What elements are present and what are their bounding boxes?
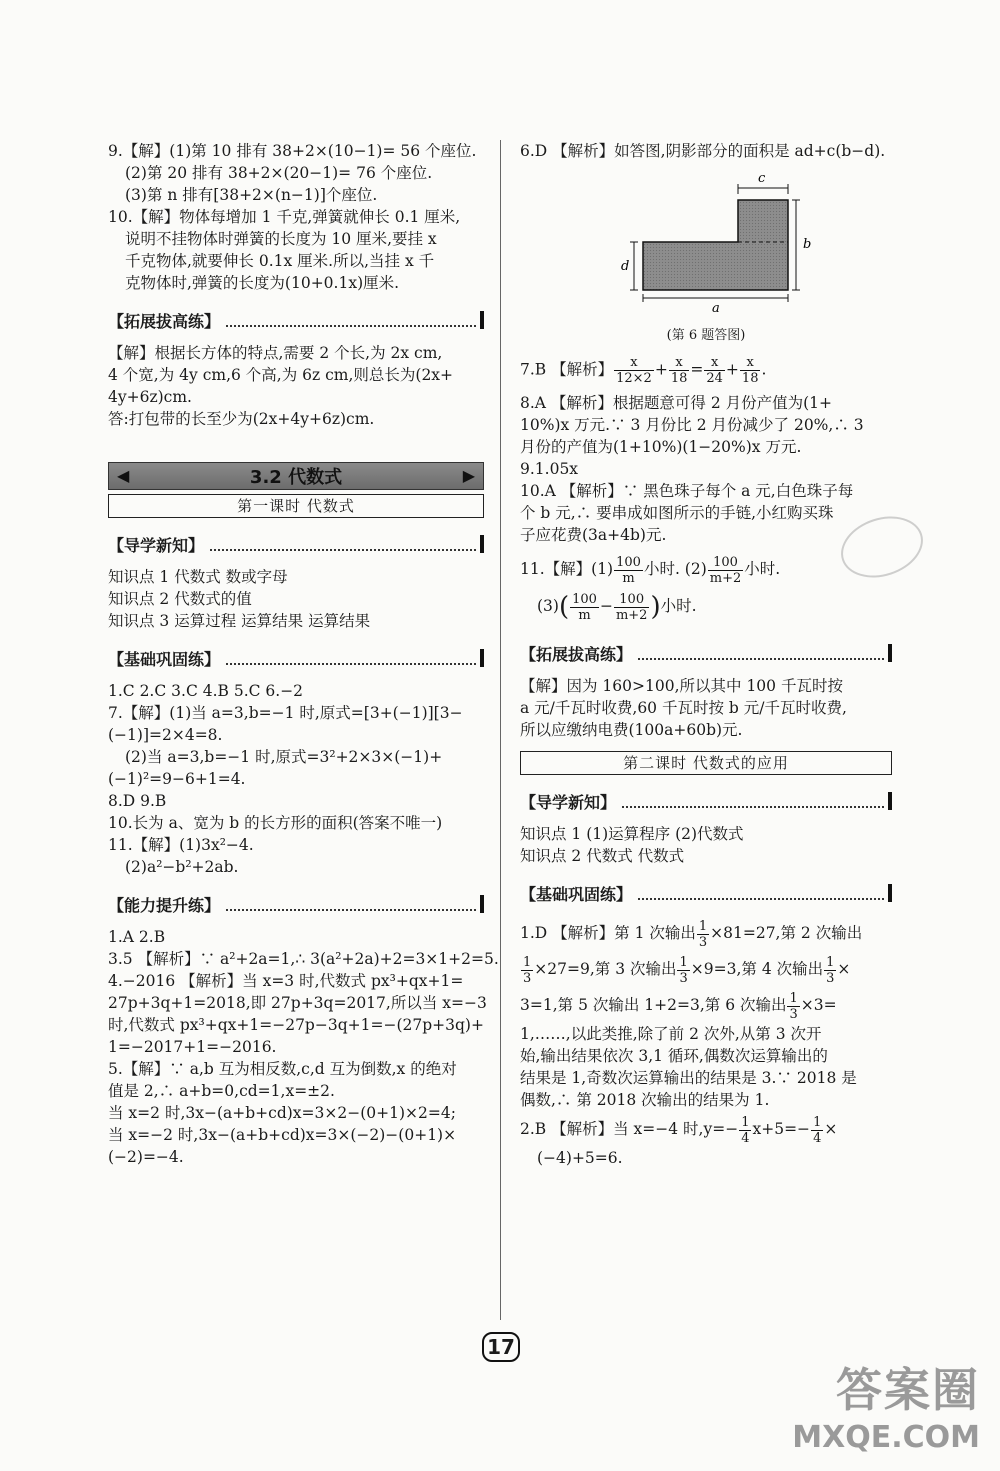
fraction: $\frac{1}{3}$: [523, 954, 532, 986]
fraction: $\frac{1}{3}$: [698, 918, 708, 950]
nengli-line: 当 x=−2 时,3x−(a+b+cd)x=3×(−2)−(0+1)×: [108, 1126, 457, 1144]
j1-line: 1,……,以此类推,除了前 2 次外,从第 3 次开: [520, 1025, 822, 1043]
section-header-tuozhan: [108, 308, 484, 332]
label-c: c: [758, 171, 766, 186]
q9-line: (2)第 20 排有 38+2×(20−1)= 76 个座位.: [125, 164, 433, 182]
q6-figure: [520, 162, 892, 322]
q10-line: 子应花费(3a+4b)元.: [520, 526, 667, 544]
q10-line: 千克物体,就要伸长 0.1x 厘米.所以,当挂 x 千: [125, 252, 435, 270]
jichu-line: 10.长为 a、宽为 b 的长方形的面积(答案不唯一): [108, 814, 443, 832]
j2-line: 2.B 【解析】当 x=−4 时,y=− $\frac{1}{4}$ x+5=− $\frac{1}{4}$ ×: [520, 1114, 838, 1146]
jichu-line: 8.D 9.B: [108, 792, 167, 810]
jichu-line: 1.C 2.C 3.C 4.B 5.C 6.−2: [108, 682, 304, 700]
tuozhan-line: 所以应缴纳电费(100a+60b)元.: [520, 721, 743, 739]
chapter-banner: [108, 462, 484, 490]
daoxue-line: 知识点 1 代数式 数或字母: [108, 568, 288, 586]
q8-line: 月份的产值为(1+10%)(1−20%)x 万元.: [520, 438, 802, 456]
section-title: 【拓展拔高练】: [520, 644, 633, 664]
q7-prefix: 7.B 【解析】: [520, 360, 614, 379]
site-logo: [792, 1354, 980, 1455]
j1-line: 偶数,∴ 第 2018 次输出的结果为 1.: [520, 1091, 770, 1109]
nengli-line: 27p+3q+1=2018,即 27p+3q=2017,所以当 x=−3: [108, 994, 487, 1012]
page-number: 17: [482, 1332, 520, 1362]
logo-url: MXQE.COM: [792, 1420, 980, 1455]
jichu-line: (−1)²=9−6+1=4.: [108, 770, 246, 788]
section-header-jichu: [108, 646, 484, 670]
arrow-right-icon: ▶: [462, 466, 475, 485]
nengli-line: 当 x=2 时,3x−(a+b+cd)x=3×2−(0+1)×2=4;: [108, 1104, 456, 1122]
right-column: [520, 140, 892, 1169]
section-title: 【能力提升练】: [108, 895, 221, 915]
q9-line: (3)第 n 排有[38+2×(n−1)]个座位.: [125, 186, 378, 204]
q9-line: 9.1.05x: [520, 460, 579, 478]
q10-line: 个 b 元,∴ 要串成如图所示的手链,小红购买珠: [520, 504, 834, 522]
tuozhan-line: 答:打包带的长至少为(2x+4y+6z)cm.: [108, 410, 375, 428]
j1-line: $\frac{1}{3}$ ×27=9,第 3 次输出 $\frac{1}{3}$ ×9=3,第 4 次输出 $\frac{1}{3}$ ×: [523, 954, 851, 986]
section-header-nengli: [108, 892, 484, 916]
lesson-title: 第一课时 代数式: [108, 494, 484, 518]
jichu-line: (2)a²−b²+2ab.: [125, 858, 239, 876]
q10-line: 说明不挂物体时弹簧的长度为 10 厘米,要挂 x: [125, 230, 437, 248]
nengli-line: 4.−2016 【解析】当 x=3 时,代数式 px³+qx+1=: [108, 972, 464, 990]
q6-line: 6.D 【解析】如答图,阴影部分的面积是 ad+c(b−d).: [520, 142, 886, 160]
q8-line: 8.A 【解析】根据题意可得 2 月份产值为(1+: [520, 394, 833, 412]
q9-line: 9.【解】(1)第 10 排有 38+2×(10−1)= 56 个座位.: [108, 142, 477, 160]
fraction: $\frac{x}{18}$: [670, 355, 688, 386]
label-b: b: [803, 237, 812, 252]
fraction: $\frac{1}{3}$: [679, 954, 688, 986]
daoxue-line: 知识点 1 (1)运算程序 (2)代数式: [520, 825, 744, 843]
tuozhan-line: 4 个宽,为 4y cm,6 个高,为 6z cm,则总长为(2x+: [108, 366, 454, 384]
fraction: $\frac{100}{m}$: [616, 554, 641, 586]
shaded-area-diagram: [520, 162, 892, 322]
jichu-line: 11.【解】(1)3x²−4.: [108, 836, 254, 854]
section-title: 【导学新知】: [520, 792, 617, 812]
fraction: $\frac{x}{24}$: [706, 355, 723, 386]
q10-line: 10.A 【解析】∵ 黑色珠子每个 a 元,白色珠子每: [520, 482, 854, 500]
fraction: $\frac{100}{m}$: [572, 591, 597, 623]
tuozhan-line: 【解】根据长方体的特点,需要 2 个长,为 2x cm,: [108, 344, 443, 362]
section-header-daoxue: [108, 532, 484, 556]
q11-line: (3)( $\frac{100}{m}$ − $\frac{100}{m+2}$ )小时.: [537, 591, 697, 623]
fraction: $\frac{x}{18}$: [741, 355, 759, 386]
nengli-line: 5.【解】∵ a,b 互为相反数,c,d 互为倒数,x 的绝对: [108, 1060, 457, 1078]
logo-text: 答案圈: [836, 1363, 980, 1417]
lesson-title: 第二课时 代数式的应用: [520, 751, 892, 775]
daoxue-line: 知识点 3 运算过程 运算结果 运算结果: [108, 612, 371, 630]
fraction: $\frac{1}{3}$: [789, 990, 798, 1022]
nengli-line: 值是 2,∴ a+b=0,cd=1,x=±2.: [108, 1082, 335, 1100]
j1-line: 结果是 1,奇数次运算输出的结果是 3.∵ 2018 是: [520, 1069, 857, 1087]
label-a: a: [712, 301, 720, 316]
tuozhan-line: 4y+6z)cm.: [108, 388, 192, 406]
j1-line: 1.D 【解析】第 1 次输出 $\frac{1}{3}$ ×81=27,第 2 次输出: [520, 918, 863, 950]
section-title: 【拓展拔高练】: [108, 311, 221, 331]
nengli-line: 时,代数式 px³+qx+1=−27p−3q+1=−(27p+3q)+: [108, 1016, 484, 1034]
daoxue-line: 知识点 2 代数式 代数式: [520, 847, 685, 865]
section-header-daoxue: [520, 789, 892, 813]
fraction: $\frac{100}{m+2}$: [709, 554, 742, 586]
j1-line: 始,输出结果依次 3,1 循环,偶数次运算输出的: [520, 1047, 828, 1065]
figure-caption: (第 6 题答图): [666, 328, 746, 343]
jichu-line: 7.【解】(1)当 a=3,b=−1 时,原式=[3+(−1)][3−: [108, 704, 463, 722]
nengli-line: 3.5 【解析】∵ a²+2a=1,∴ 3(a²+2a)+2=3×1+2=5.: [108, 950, 499, 968]
section-header-tuozhan: [520, 641, 892, 665]
section-title: 【基础巩固练】: [108, 649, 221, 669]
chapter-title: 3.2 代数式: [249, 467, 343, 488]
nengli-line: (−2)=−4.: [108, 1148, 184, 1166]
daoxue-line: 知识点 2 代数式的值: [108, 590, 252, 608]
nengli-line: 1.A 2.B: [108, 928, 166, 946]
fraction: $\frac{100}{m+2}$: [615, 591, 648, 623]
q10-line: 克物体时,弹簧的长度为(10+0.1x)厘米.: [125, 274, 400, 292]
nengli-line: 1=−2017+1=−2016.: [108, 1038, 277, 1056]
q8-line: 10%)x 万元.∵ 3 月份比 2 月份减少了 20%,∴ 3: [520, 416, 864, 434]
fraction: $\frac{1}{4}$: [741, 1114, 750, 1146]
q7-line: 7.B 【解析】 $\frac{x}{12\times 2}$ + $\frac{x}{18}$ = $\frac{x}{24}$ + $\frac{x}{18}$ .: [520, 355, 767, 386]
label-d: d: [621, 259, 630, 274]
j1-line: 3=1,第 5 次输出 1+2=3,第 6 次输出 $\frac{1}{3}$ ×3=: [520, 990, 837, 1022]
tuozhan-line: a 元/千瓦时收费,60 千瓦时按 b 元/千瓦时收费,: [520, 699, 847, 717]
column-divider: [500, 140, 501, 1320]
section-title: 【基础巩固练】: [520, 884, 633, 904]
arrow-left-icon: ◀: [117, 466, 130, 485]
j2-line: (−4)+5=6.: [537, 1149, 623, 1167]
section-header-jichu: [520, 881, 892, 905]
section-title: 【导学新知】: [108, 535, 205, 555]
fraction: $\frac{1}{4}$: [813, 1114, 822, 1146]
left-column: [108, 140, 499, 1168]
jichu-line: (−1)]=2×4=8.: [108, 726, 223, 744]
tuozhan-line: 【解】因为 160>100,所以其中 100 千瓦时按: [520, 677, 843, 695]
jichu-line: (2)当 a=3,b=−1 时,原式=3²+2×3×(−1)+: [125, 748, 443, 766]
fraction: $\frac{x}{12\times 2}$: [616, 355, 652, 386]
q10-line: 10.【解】物体每增加 1 千克,弹簧就伸长 0.1 厘米,: [108, 208, 461, 226]
q11-line: 11.【解】(1) $\frac{100}{m}$ 小时. (2) $\frac{100}{m+2}$ 小时.: [520, 554, 781, 586]
fraction: $\frac{1}{3}$: [826, 954, 835, 986]
